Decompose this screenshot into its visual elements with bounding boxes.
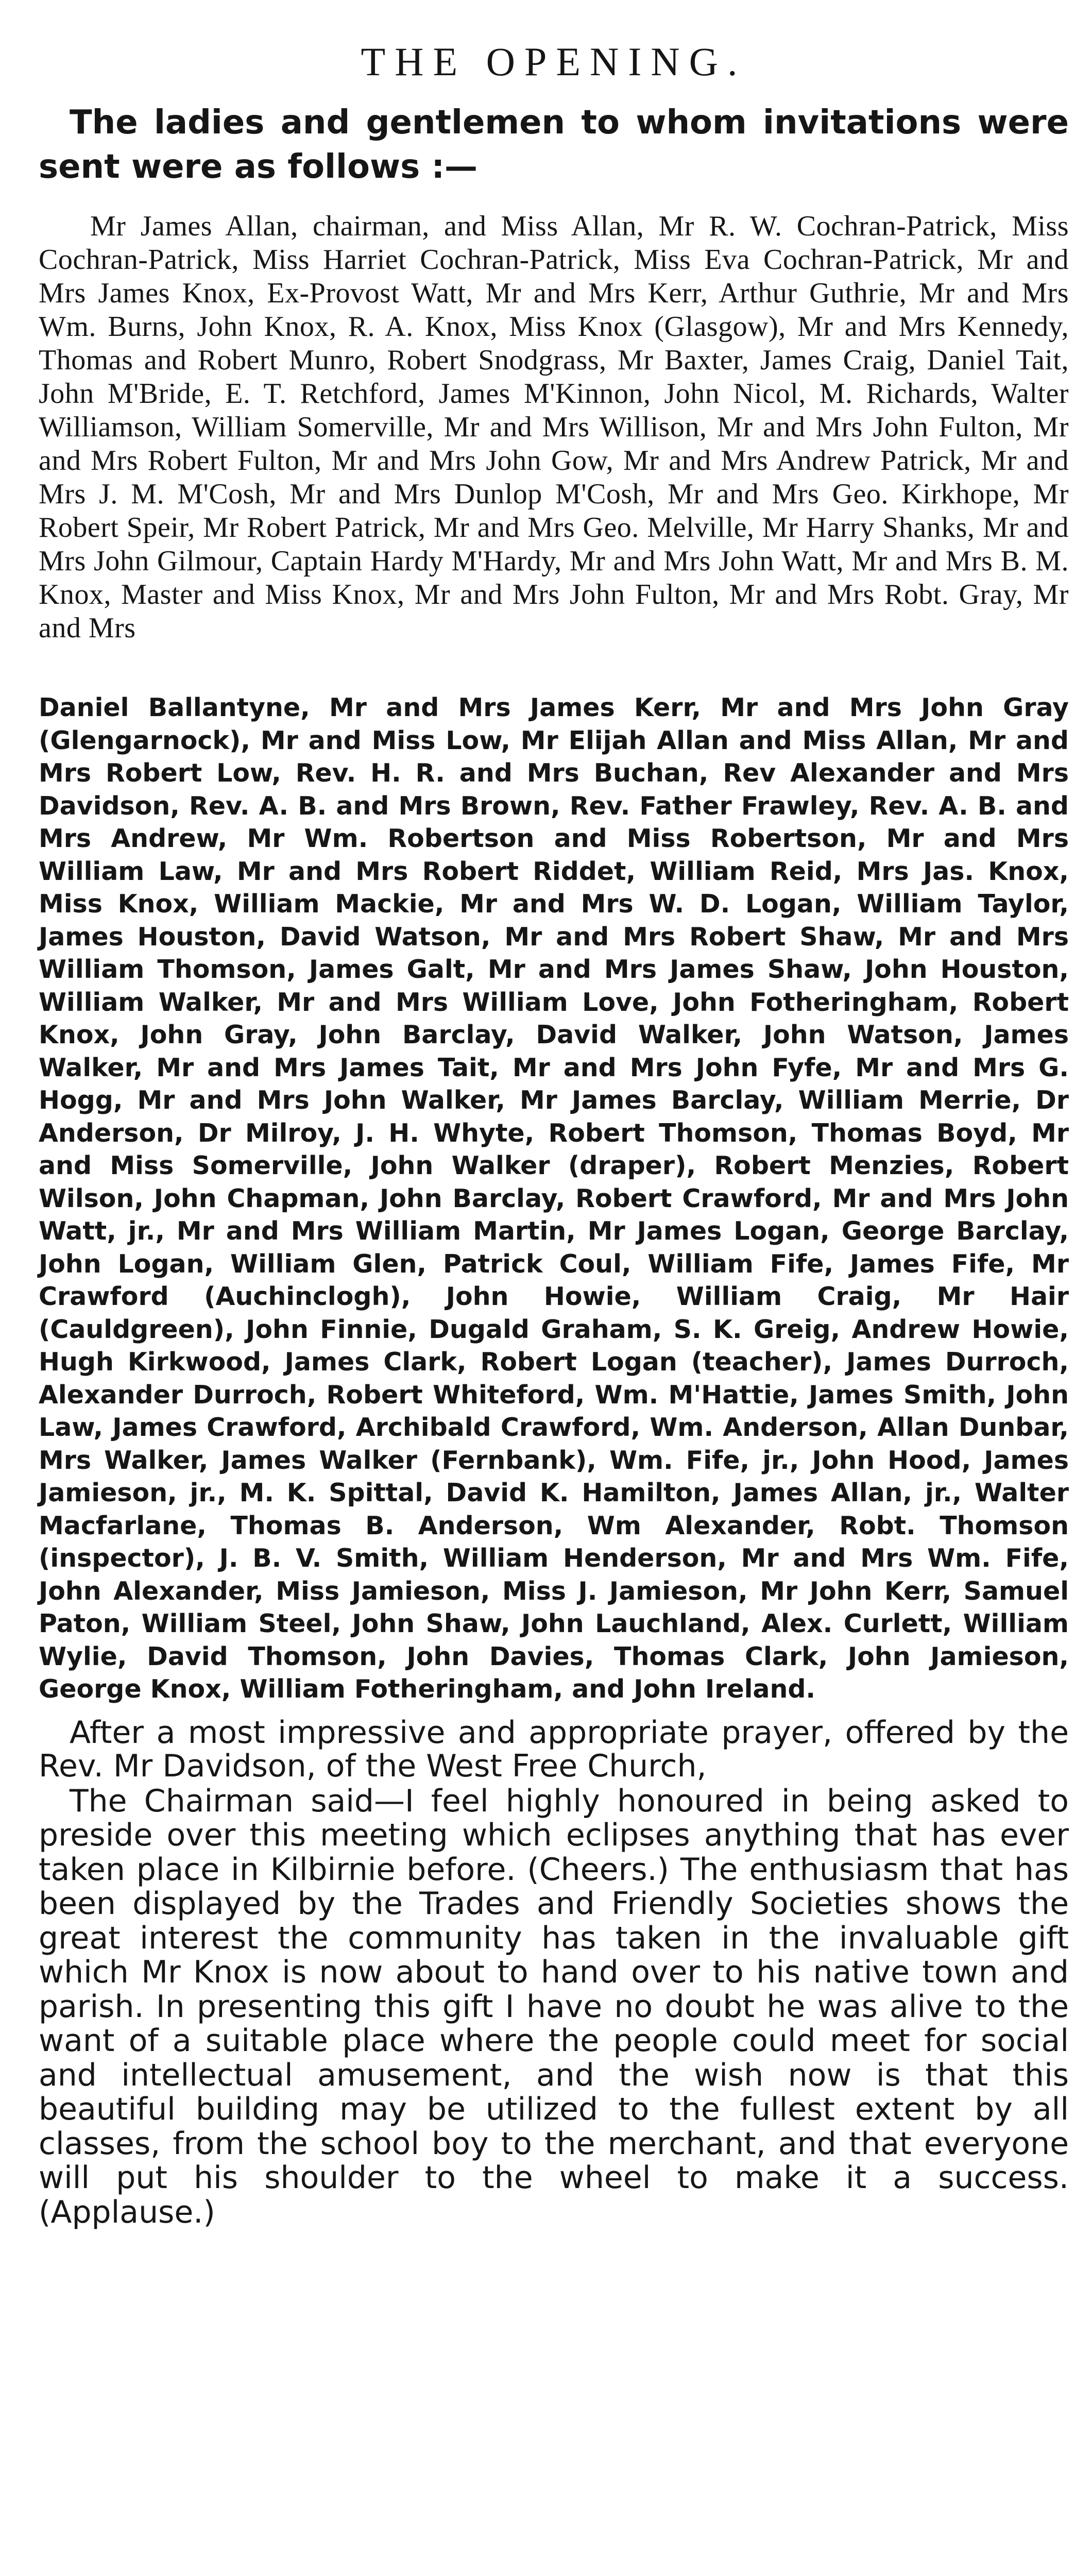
article-heading: THE OPENING. [361,39,747,84]
chairman-speech-paragraph: The Chairman said—I feel highly honoured in being asked to preside over this meeting which eclipses anything that has ever taken place in Kilbirnie before. (Cheers.) The enthusiasm that has been displayed by the Trades and Friendly Societies shows the great interest the community has taken in the invaluable gift which Mr Knox is now about to hand over to his native town and parish. In presenting this gift I have no doubt he was alive to the want of a suitable place where the people could meet for social and intellectual amusement, and the wish now is that this beautiful building may be utilized to the fullest extent by all classes, from the school boy to the merchant, and that everyone will put his shoulder to the wheel to make it a success. (Applause.) [39,1783,1069,2230]
guest-list-second-section: Daniel Ballantyne, Mr and Mrs James Kerr, Mr and Mrs John Gray (Glengarnock), Mr and Miss Low, Mr Elijah Allan and Miss Allan, Mr and Mrs Robert Low, Rev. H. R. and Mrs Buchan, Rev Alexander and Mrs Davidson, Rev. A. B. and Mrs Brown, Rev. Father Frawley, Rev. A. B. and Mrs Andrew, Mr Wm. Robertson and Miss Robertson, Mr and Mrs William Law, Mr and Mrs Robert Riddet, William Reid, Mrs Jas. Knox, Miss Knox, William Mackie, Mr and Mrs W. D. Logan, William Taylor, James Houston, David Watson, Mr and Mrs Robert Shaw, Mr and Mrs William Thomson, James Galt, Mr and Mrs James Shaw, John Houston, William Walker, Mr and Mrs William Love, John Fotheringham, Robert Knox, John Gray, John Barclay, David Walker, John Watson, James Walker, Mr and Mrs James Tait, Mr and Mrs John Fyfe, Mr and Mrs G. Hogg, Mr and Mrs John Walker, Mr James Barclay, William Merrie, Dr Anderson, Dr Milroy, J. H. Whyte, Robert Thomson, Thomas Boyd, Mr and Miss Somerville, John Walker (draper), Robert Menzies, Robert Wilson, John Chapman, John Barclay, Robert Crawford, Mr and Mrs John Watt, jr., Mr and Mrs William Martin, Mr James Logan, George Barclay, John Logan, William Glen, Patrick Coul, William Fife, James Fife, Mr Crawford (Auchinclogh), John Howie, William Craig, Mr Hair (Cauldgreen), John Finnie, Dugald Graham, S. K. Greig, Andrew Howie, Hugh Kirkwood, James Clark, Robert Logan (teacher), James Durroch, Alexander Durroch, Robert Whiteford, Wm. M'Hattie, James Smith, John Law, James Crawford, Archibald Crawford, Wm. Anderson, Allan Dunbar, Mrs Walker, James Walker (Fernbank), Wm. Fife, jr., John Hood, James Jamieson, jr., M. K. Spittal, David K. Hamilton, James Allan, jr., Walter Macfarlane, Thomas B. Anderson, Wm Alexander, Robt. Thomson (inspector), J. B. V. Smith, William Henderson, Mr and Mrs Wm. Fife, John Alexander, Miss Jamieson, Miss J. Jamieson, Mr John Kerr, Samuel Paton, William Steel, John Shaw, John Lauchland, Alex. Curlett, William Wylie, David Thomson, John Davies, Thomas Clark, John Jamieson, George Knox, William Fotheringham, and John Ireland. [39,693,1069,1704]
guest-list-first-section: Mr James Allan, chairman, and Miss Allan, Mr R. W. Cochran-Patrick, Miss Cochran-Patrick, Miss Harriet Cochran-Patrick, Miss Eva Cochran-Patrick, Mr and Mrs James Knox, Ex-Provost Watt, Mr and Mrs Kerr, Arthur Guthrie, Mr and Mrs Wm. Burns, John Knox, R. A. Knox, Miss Knox (Glasgow), Mr and Mrs Kennedy, Thomas and Robert Munro, Robert Snodgrass, Mr Baxter, James Craig, Daniel Tait, John M'Bride, E. T. Retchford, James M'Kinnon, John Nicol, M. Richards, Walter Williamson, William Somerville, Mr and Mrs Willison, Mr and Mrs John Fulton, Mr and Mrs Robert Fulton, Mr and Mrs John Gow, Mr and Mrs Andrew Patrick, Mr and Mrs J. M. M'Cosh, Mr and Mrs Dunlop M'Cosh, Mr and Mrs Geo. Kirkhope, Mr Robert Speir, Mr Robert Patrick, Mr and Mrs Geo. Melville, Mr Harry Shanks, Mr and Mrs John Gilmour, Captain Hardy M'Hardy, Mr and Mrs John Watt, Mr and Mrs B. M. Knox, Master and Miss Knox, Mr and Mrs John Fulton, Mr and Mrs Robt. Gray, Mr and Mrs [39,210,1069,644]
prayer-paragraph: After a most impressive and appropriate prayer, offered by the Rev. Mr Davidson, of the West Free Church, [39,1714,1069,1784]
invitation-intro: The ladies and gentlemen to whom invitations were sent were as follows :— [39,104,1069,186]
